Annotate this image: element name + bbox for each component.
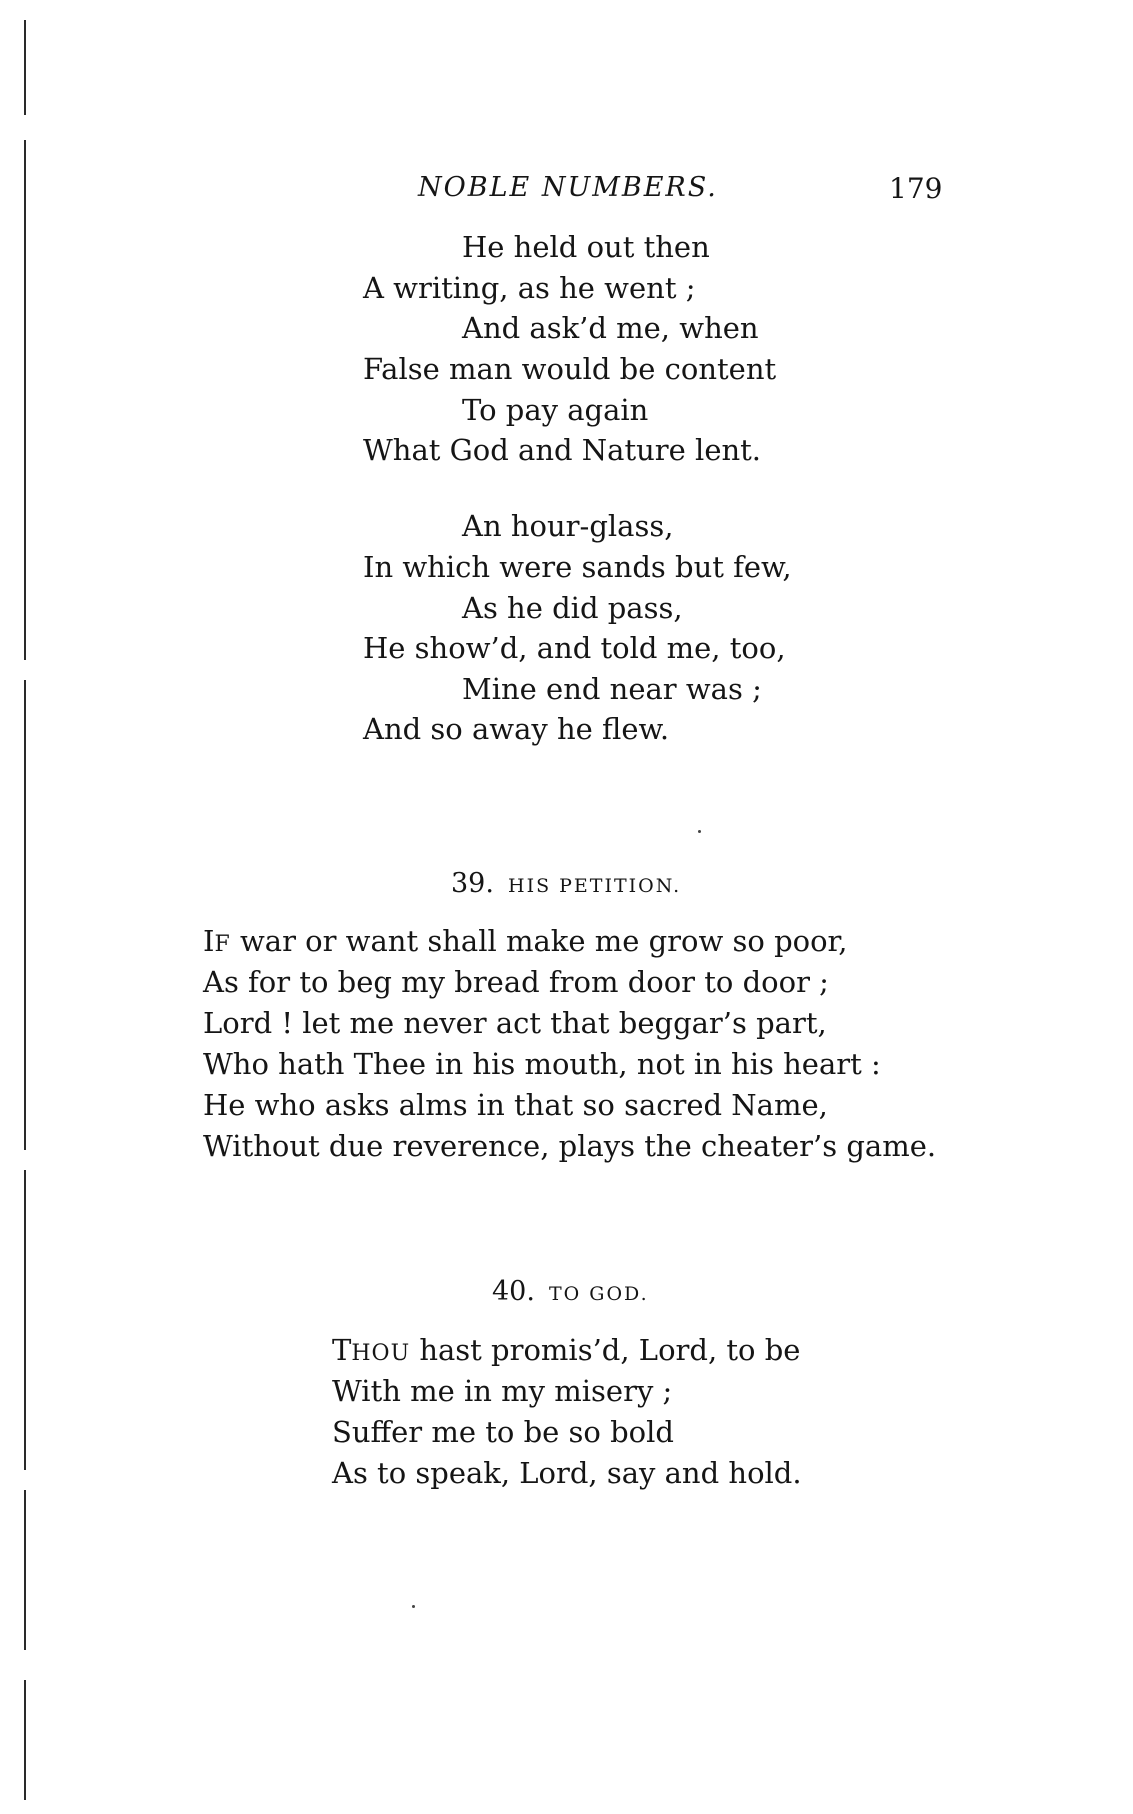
verse-line: He who asks alms in that so sacred Name,: [203, 1088, 828, 1122]
line-text: war or want shall make me grow so poor,: [230, 924, 848, 958]
verse-line: In which were sands but few,: [363, 550, 792, 584]
verse-line: False man would be content: [363, 352, 777, 386]
verse-line: An hour-glass,: [462, 509, 674, 543]
verse-line: And ask’d me, when: [462, 311, 759, 345]
verse-line: He held out then: [462, 230, 710, 264]
verse-line: As to speak, Lord, say and hold.: [332, 1456, 802, 1490]
ink-speck: [698, 830, 701, 833]
binding-edge-mark: [24, 1490, 26, 1650]
poem-title: HIS PETITION.: [508, 875, 682, 897]
verse-line: Who hath Thee in his mouth, not in his heart :: [203, 1047, 881, 1081]
verse-line: Suffer me to be so bold: [332, 1415, 674, 1449]
running-title: NOBLE NUMBERS.: [418, 172, 718, 203]
small-caps: F: [214, 932, 231, 957]
verse-line: He show’d, and told me, too,: [363, 631, 786, 665]
verse-line: Mine end near was ;: [462, 672, 762, 706]
initial-capital: T: [332, 1333, 352, 1367]
verse-line: As he did pass,: [462, 591, 683, 625]
verse-line: With me in my misery ;: [332, 1374, 673, 1408]
binding-edge-mark: [24, 20, 26, 115]
small-caps: HOU: [351, 1341, 411, 1366]
poem-number: 39.: [451, 868, 494, 899]
verse-line: Without due reverence, plays the cheater’s game.: [203, 1129, 937, 1163]
verse-line-first: [332, 1333, 801, 1367]
poem-heading: [492, 1276, 649, 1307]
ink-speck: [412, 1605, 415, 1608]
binding-edge-mark: [24, 1680, 26, 1800]
verse-line: What God and Nature lent.: [363, 433, 762, 467]
poem-number: 40.: [492, 1276, 535, 1307]
verse-line: A writing, as he went ;: [363, 271, 696, 305]
verse-line: Lord ! let me never act that beggar’s part,: [203, 1006, 827, 1040]
initial-capital: I: [203, 924, 215, 958]
verse-line: To pay again: [462, 393, 649, 427]
binding-edge-mark: [24, 140, 26, 660]
page-number: 179: [889, 172, 943, 205]
verse-line-first: [203, 924, 848, 958]
poem-heading: [451, 868, 681, 899]
verse-line: And so away he flew.: [363, 712, 670, 746]
binding-edge-mark: [24, 1170, 26, 1470]
line-text: hast promis’d, Lord, to be: [410, 1333, 801, 1367]
binding-edge-mark: [24, 680, 26, 1150]
verse-line: As for to beg my bread from door to door ;: [203, 965, 829, 999]
poem-title: TO GOD.: [549, 1283, 649, 1305]
